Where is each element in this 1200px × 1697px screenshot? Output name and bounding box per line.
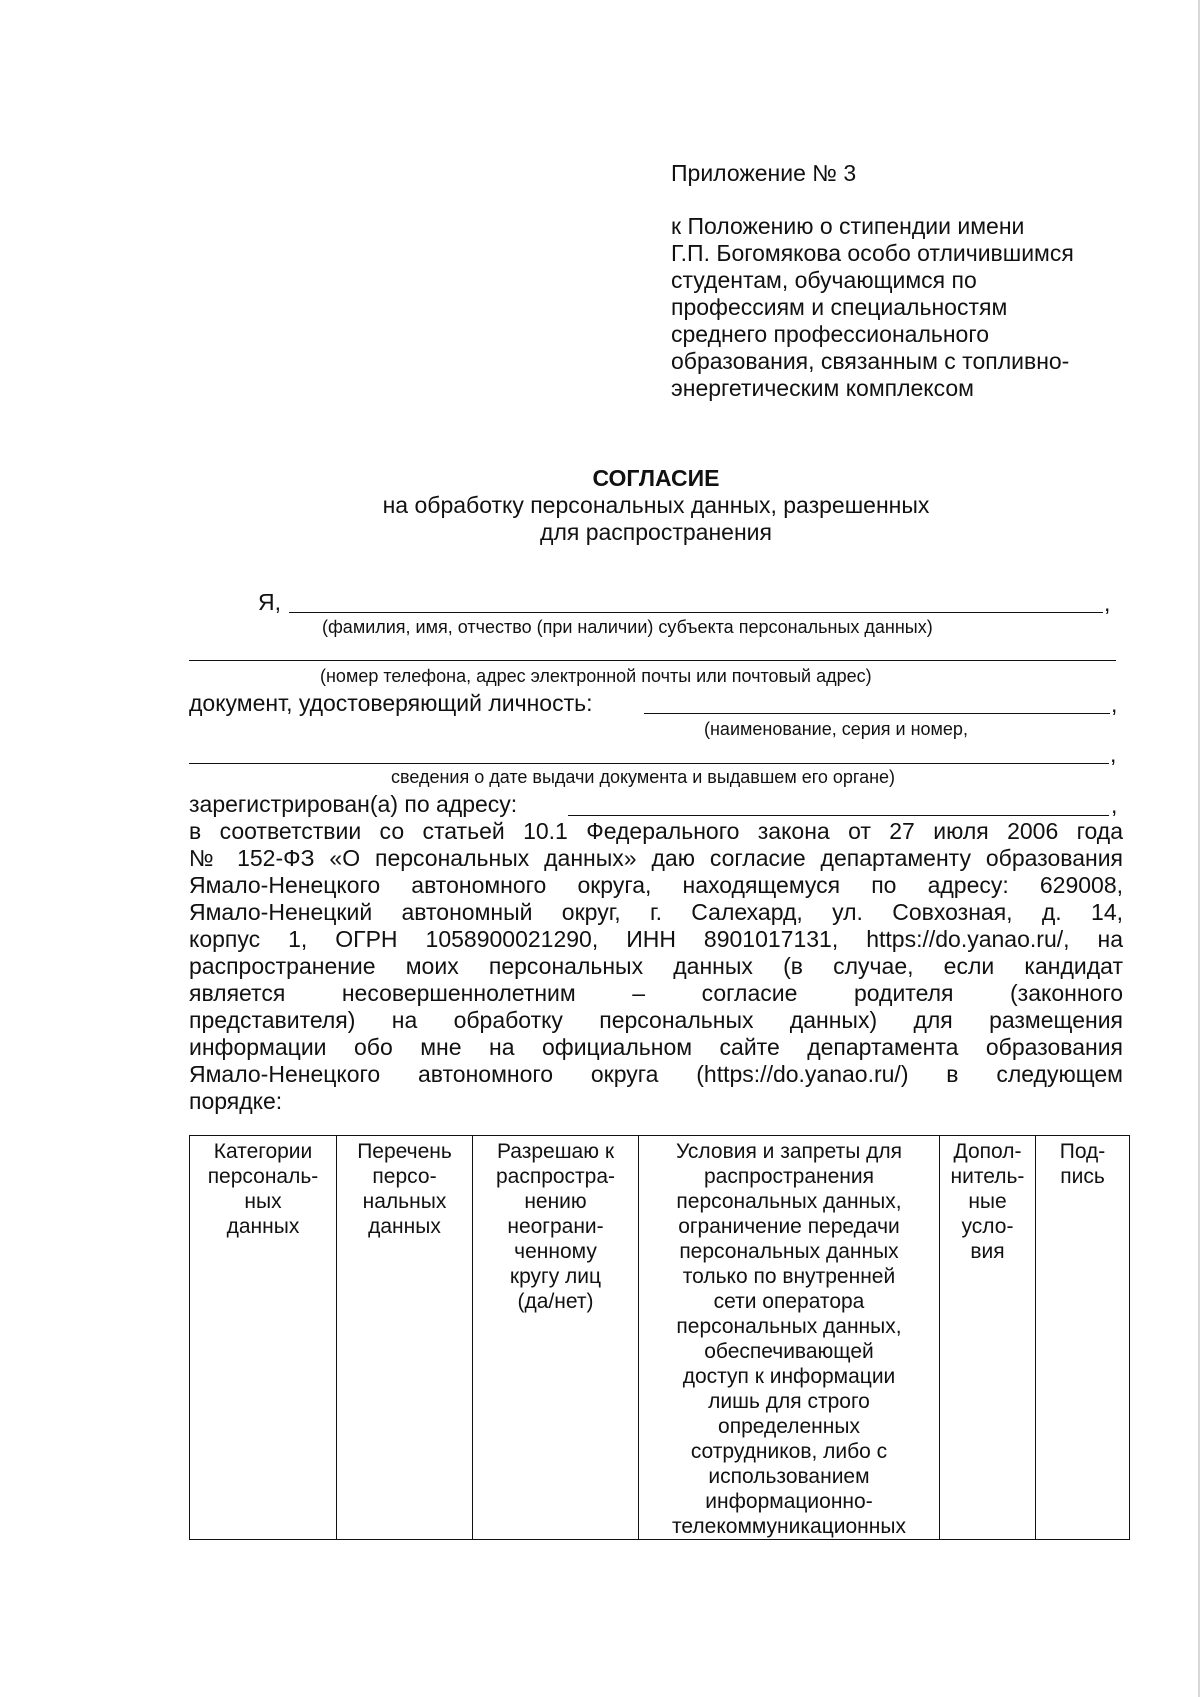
doc-issue-field[interactable] (189, 763, 1109, 764)
address-label: зарегистрирован(а) по адресу: (189, 791, 518, 817)
header-line: определенных (718, 1415, 860, 1438)
paragraph-line: распространение моих персональных данных (в случае, если кандидат (189, 953, 1123, 979)
header-line: использованием (708, 1465, 870, 1488)
header-additional (940, 1136, 1036, 1540)
header-line: лишь для строго (708, 1390, 870, 1413)
appendix-line: энергетическим комплексом (671, 375, 974, 401)
header-line: персональных данных, (676, 1315, 902, 1338)
doc-field[interactable] (644, 713, 1110, 714)
doc-issue-caption: сведения о дате выдачи документа и выдавшем его органе) (391, 767, 896, 787)
doc-label: документ, удостоверяющий личность: (189, 690, 593, 716)
document-title: СОГЛАСИЕ (592, 465, 720, 491)
appendix-header (671, 160, 1141, 402)
header-line: распростра- (495, 1165, 616, 1188)
header-line: ных (244, 1190, 282, 1213)
document-subtitle-line: на обработку персональных данных, разрешенных (382, 492, 930, 518)
header-line: нитель- (950, 1165, 1025, 1188)
header-categories (190, 1136, 337, 1540)
appendix-line: к Положению о стипендии имени (671, 213, 1025, 239)
paragraph-line: корпус 1, ОГРН 1058900021290, ИНН 8901017131, https://do.yanao.ru/, на (189, 926, 1123, 952)
fio-field[interactable] (289, 612, 1103, 613)
paragraph-line: в соответствии со статьей 10.1 Федерального закона от 27 июля 2006 года (189, 818, 1123, 844)
header-line: персональ- (207, 1165, 319, 1188)
header-line: телекоммуникационных (672, 1515, 906, 1538)
header-line: персо- (372, 1165, 437, 1188)
doc-comma: , (1111, 691, 1118, 717)
header-line: Под- (1059, 1140, 1106, 1163)
header-line: (да/нет) (517, 1290, 594, 1313)
fio-caption: (фамилия, имя, отчество (при наличии) субъекта персональных данных) (322, 617, 933, 637)
table-header-row (190, 1136, 1130, 1540)
header-line: кругу лиц (509, 1265, 602, 1288)
header-line: только по внутренней (682, 1265, 896, 1288)
paragraph-line: Ямало-Ненецкого автономного округа, находящемуся по адресу: 629008, (189, 872, 1123, 898)
appendix-number: Приложение № 3 (671, 160, 857, 186)
paragraph-line: № 152-ФЗ «О персональных данных» даю согласие департаменту образования (189, 845, 1123, 871)
paragraph-line: порядке: (189, 1088, 283, 1114)
contact-caption: (номер телефона, адрес электронной почты или почтовый адрес) (320, 666, 872, 686)
header-line: Перечень (357, 1140, 452, 1163)
consent-paragraph (189, 818, 1123, 1115)
header-line: сотрудников, либо с (690, 1440, 888, 1463)
header-line: персональных данных (679, 1240, 899, 1263)
header-line: сети оператора (713, 1290, 865, 1313)
header-line: усло- (961, 1215, 1014, 1238)
header-line: нению (524, 1190, 587, 1213)
personal-data-table (189, 1135, 1130, 1540)
appendix-line: среднего профессионального (671, 321, 990, 347)
paragraph-line: информации обо мне на официальном сайте департамента образования (189, 1034, 1123, 1060)
header-line: неограни- (507, 1215, 604, 1238)
ya-label: Я, (258, 589, 281, 615)
doc-caption: (наименование, серия и номер, (704, 719, 968, 739)
header-line: ограничение передачи (678, 1215, 900, 1238)
header-line: нальных (362, 1190, 447, 1213)
paragraph-line: Ямало-Ненецкого автономного округа (https://do.yanao.ru/) в следующем (189, 1061, 1123, 1087)
header-signature (1036, 1136, 1130, 1540)
header-line: данных (226, 1215, 300, 1238)
header-line: данных (368, 1215, 441, 1238)
appendix-line: профессиям и специальностям (671, 294, 1008, 320)
header-line: Условия и запреты для (675, 1140, 903, 1163)
appendix-line: Г.П. Богомякова особо отличившимся (671, 240, 1074, 266)
header-line: Допол- (953, 1140, 1022, 1163)
header-line: информационно- (705, 1490, 873, 1513)
header-conditions (639, 1136, 940, 1540)
document-subtitle-line: для распространения (540, 519, 772, 545)
fio-comma: , (1104, 590, 1111, 616)
header-line: Категории (213, 1140, 313, 1163)
header-list (337, 1136, 473, 1540)
header-line: обеспечивающей (704, 1340, 874, 1363)
header-line: вия (970, 1240, 1005, 1263)
header-permission (473, 1136, 639, 1540)
header-line: распространения (703, 1165, 875, 1188)
header-line: ченному (514, 1240, 597, 1263)
paragraph-line: представителя) на обработку персональных данных) для размещения (189, 1007, 1123, 1033)
appendix-line: образования, связанным с топливно- (671, 348, 1070, 374)
paragraph-line: является несовершеннолетним – согласие родителя (законного (189, 980, 1123, 1006)
header-line: пись (1060, 1165, 1105, 1188)
header-line: Разрешаю к (496, 1140, 615, 1163)
header-line: персональных данных, (676, 1190, 902, 1213)
doc-issue-comma: , (1110, 741, 1117, 767)
appendix-line: студентам, обучающимся по (671, 267, 977, 293)
paragraph-line: Ямало-Ненецкий автономный округ, г. Салехард, ул. Совхозная, д. 14, (189, 899, 1123, 925)
contact-field[interactable] (189, 660, 1116, 661)
document-title-block (188, 465, 1124, 546)
address-field[interactable] (568, 815, 1109, 816)
address-comma: , (1111, 792, 1118, 818)
header-line: доступ к информации (682, 1365, 896, 1388)
header-line: ные (968, 1190, 1007, 1213)
